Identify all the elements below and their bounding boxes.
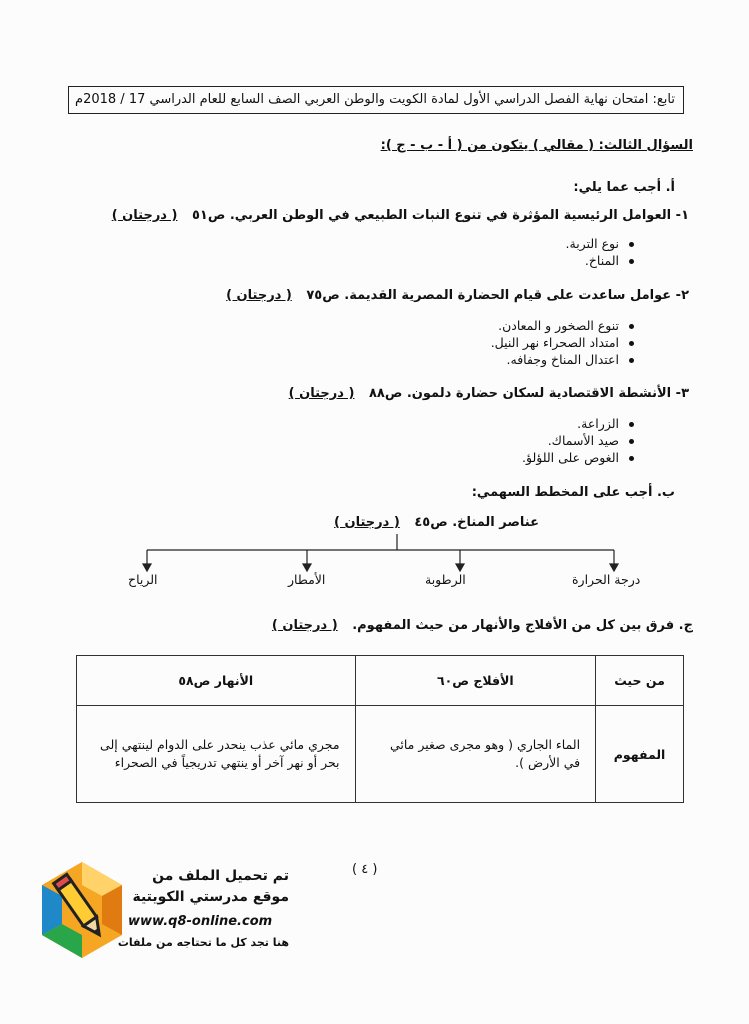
list-item: الزراعة. bbox=[522, 415, 619, 432]
table-header: الأفلاج ص٦٠ bbox=[355, 656, 596, 706]
list-item: امتداد الصحراء نهر النيل. bbox=[490, 335, 619, 350]
item-2-label: ٢- عوامل ساعدت على قيام الحضارة المصرية القديمة. ص٧٥ bbox=[306, 288, 689, 303]
pencil-hexagon-logo-icon bbox=[36, 858, 128, 962]
logo-tagline: هنا تجد كل ما تحتاجه من ملفات bbox=[117, 936, 289, 949]
part-c-label: ج. فرق بين كل من الأفلاج والأنهار من حيث المفهوم. bbox=[352, 618, 693, 633]
question-3-title: السؤال الثالث: ( مقالي ) يتكون من ( أ - ب - ج ): bbox=[380, 138, 693, 153]
part-b-title: ب. أجب على المخطط السهمي: bbox=[471, 485, 675, 500]
logo-url: www.q8-online.com bbox=[128, 914, 273, 929]
table-row bbox=[77, 706, 684, 803]
table-cell-anhar bbox=[77, 706, 356, 803]
item-3-label: ٣- الأنشطة الاقتصادية لسكان حضارة دلمون. ص٨٨ bbox=[368, 386, 689, 401]
logo-line-2: موقع مدرستي الكويتية bbox=[132, 889, 289, 905]
exam-header-text: تابع: امتحان نهاية الفصل الدراسي الأول لمادة الكويت والوطن العربي الصف السابع للعام الدراسي 17 / 2018م bbox=[75, 92, 675, 107]
page-number: ( ٤ ) bbox=[352, 862, 378, 877]
table-header: من حيث bbox=[596, 656, 684, 706]
anhar-definition: مجري مائي عذب ينحدر على الدوام لينتهي إلى بحر أو نهر آخر أو ينتهي تدريجياً في الصحراء bbox=[100, 737, 340, 770]
list-item: الغوص على اللؤلؤ. bbox=[522, 450, 619, 465]
list-item: نوع التربة. bbox=[565, 236, 619, 251]
item-1-marks: ( درجتان ) bbox=[111, 208, 178, 223]
list-item: المناخ. bbox=[566, 252, 619, 269]
table-row-label: المفهوم bbox=[596, 706, 684, 803]
list-item: اعتدال المناخ وجفافه. bbox=[491, 351, 619, 368]
table-header-row bbox=[77, 656, 684, 706]
part-c-marks: ( درجتان ) bbox=[271, 618, 338, 633]
list-item: صيد الأسماك. bbox=[522, 432, 619, 449]
diagram-marks: ( درجتان ) bbox=[334, 515, 400, 530]
diagram-leaf-wind: الرياح bbox=[128, 572, 158, 587]
diagram-root-label: عناصر المناخ. ص٤٥ bbox=[414, 515, 539, 530]
item-1-label: ١- العوامل الرئيسية المؤثرة في تنوع النبات الطبيعي في الوطن العربي. ص٥١ bbox=[191, 208, 689, 223]
list-item: تنوع الصخور و المعادن. bbox=[491, 317, 619, 334]
comparison-table bbox=[76, 655, 684, 803]
item-3-marks: ( درجتان ) bbox=[288, 386, 355, 401]
table-cell-aflaj bbox=[355, 706, 596, 803]
diagram-leaf-rain: الأمطار bbox=[288, 572, 326, 587]
part-c-title bbox=[272, 618, 693, 633]
table-header: الأنهار ص٥٨ bbox=[77, 656, 356, 706]
item-2-marks: ( درجتان ) bbox=[226, 288, 292, 303]
part-a-title: أ. أجب عما يلي: bbox=[573, 180, 675, 195]
diagram-leaf-humidity: الرطوبة bbox=[425, 572, 466, 587]
diagram-leaf-temperature: درجة الحرارة bbox=[572, 572, 641, 587]
aflaj-definition: الماء الجاري ( وهو مجرى صغير مائي في الأرض ). bbox=[389, 737, 581, 770]
logo-line-1: تم تحميل الملف من bbox=[152, 868, 289, 884]
